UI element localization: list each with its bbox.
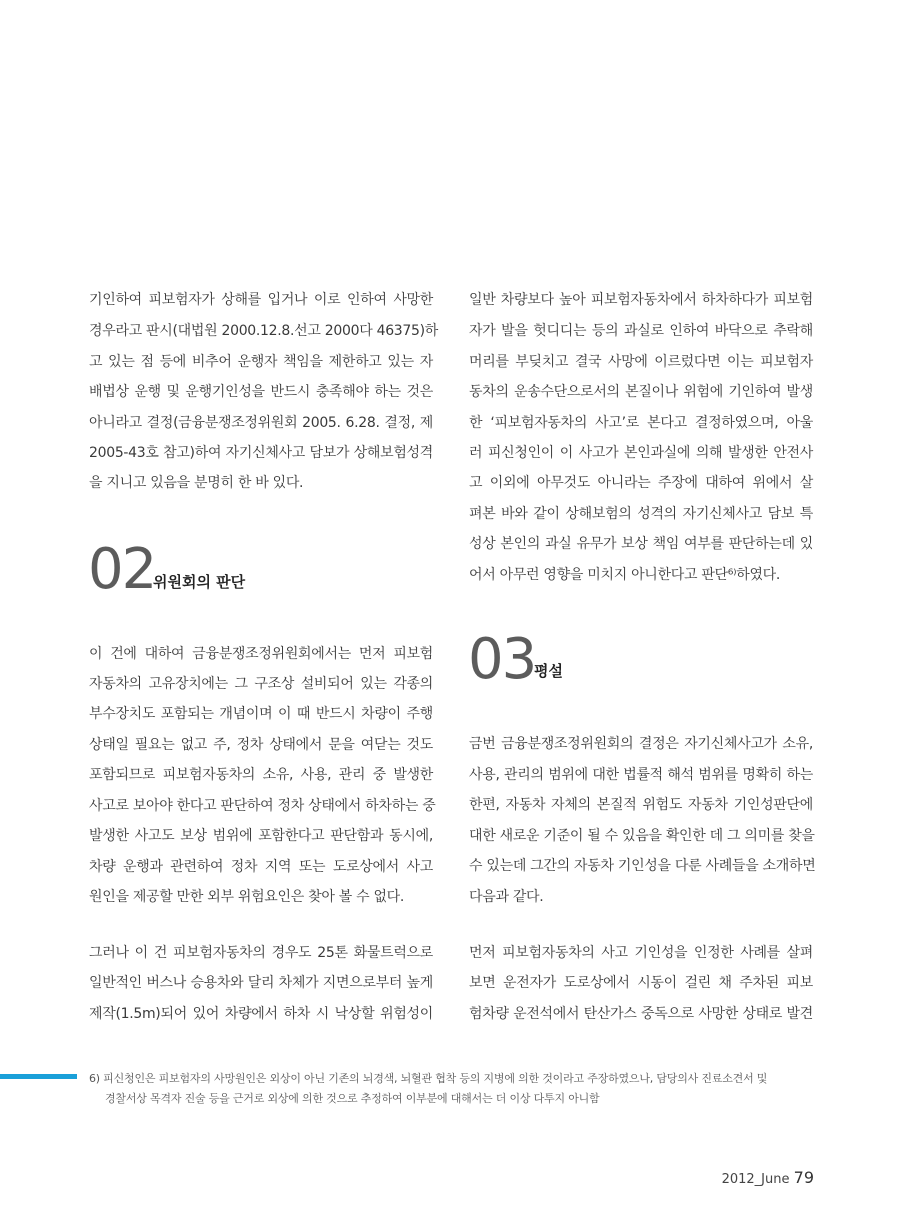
- body-line: 을 지니고 있음을 분명히 한 바 있다.: [89, 475, 304, 491]
- body-line: 동차의 운송수단으로서의 본질이나 위험에 기인하여 발생: [469, 384, 813, 400]
- body-line: 수 있는데 그간의 자동차 기인성을 다룬 사례들을 소개하면: [469, 858, 816, 874]
- body-line: 상태일 필요는 없고 주, 정차 상태에서 문을 여닫는 것도: [89, 737, 433, 753]
- body-line: 먼저 피보험자동차의 사고 기인성을 인정한 사례를 살펴: [469, 945, 813, 961]
- body-line: 그러나 이 건 피보험자동차의 경우도 25톤 화물트럭으로: [89, 945, 433, 961]
- page-folio: [722, 1168, 814, 1187]
- footnote-accent-bar: [0, 1074, 77, 1079]
- body-line: 사용, 관리의 범위에 대한 법률적 해석 범위를 명확히 하는: [469, 767, 813, 783]
- body-line: 포함되므로 피보험자동차의 소유, 사용, 관리 중 발생한: [89, 767, 433, 783]
- body-line: 이 건에 대하여 금융분쟁조정위원회에서는 먼저 피보험: [89, 646, 433, 662]
- section-title: 평설: [534, 662, 563, 680]
- body-line: 제작(1.5m)되어 있어 차량에서 하차 시 낙상할 위험성이: [89, 1006, 433, 1022]
- body-line: 원인을 제공할 만한 외부 위험요인은 찾아 볼 수 없다.: [89, 889, 405, 905]
- body-line: 험차량 운전석에서 탄산가스 중독으로 사망한 상태로 발견: [469, 1006, 813, 1022]
- body-line: 고 있는 점 등에 비추어 운행자 책임을 제한하고 있는 자: [89, 354, 433, 370]
- body-line: 기인하여 피보험자가 상해를 입거나 이로 인하여 사망한: [89, 292, 433, 308]
- body-line: 자가 발을 헛디디는 등의 과실로 인하여 바닥으로 추락해: [469, 323, 813, 339]
- page-number: 79: [793, 1168, 814, 1187]
- body-line: 고 이외에 아무것도 아니라는 주장에 대하여 위에서 살: [469, 475, 813, 491]
- body-line: 대한 새로운 기준이 될 수 있음을 확인한 데 그 의미를 찾을: [469, 828, 815, 844]
- body-line: 한편, 자동차 자체의 본질적 위험도 자동차 기인성판단에: [469, 797, 813, 813]
- body-line: 금번 금융분쟁조정위원회의 결정은 자기신체사고가 소유,: [469, 736, 813, 752]
- body-line: 러 피신청인이 이 사고가 본인과실에 의해 발생한 안전사: [469, 445, 813, 461]
- body-line: 부수장치도 포함되는 개념이며 이 때 반드시 차량이 주행: [89, 706, 433, 722]
- footnote-line: 경찰서상 목격자 진술 등을 근거로 외상에 의한 것으로 추정하여 이부분에 대해서는 더 이상 다투지 아니함: [105, 1092, 600, 1105]
- body-line: 펴본 바와 같이 상해보험의 성격의 자기신체사고 담보 특: [469, 506, 813, 522]
- body-line: 차량 운행과 관련하여 정차 지역 또는 도로상에서 사고: [89, 859, 433, 875]
- body-line: 한 ‘피보험자동차의 사고’로 본다고 결정하였으며, 아울: [469, 415, 813, 431]
- body-line: 배법상 운행 및 운행기인성을 반드시 충족해야 하는 것은: [89, 384, 433, 400]
- issue-label: 2012_June: [721, 1172, 790, 1187]
- body-line: 자동차의 고유장치에는 그 구조상 설비되어 있는 각종의: [89, 676, 433, 692]
- footnote-line: 6) 피신청인은 피보험자의 사망원인은 외상이 아닌 기존의 뇌경색, 뇌혈관 협착 등의 지병에 의한 것이라고 주장하였으나, 담당의사 진료소견서 및: [89, 1072, 768, 1085]
- body-line: 다음과 같다.: [469, 889, 544, 905]
- body-line: 일반적인 버스나 승용차와 달리 차체가 지면으로부터 높게: [89, 975, 433, 991]
- body-line: 발생한 사고도 보상 범위에 포함한다고 판단함과 동시에,: [89, 828, 433, 844]
- section-title: 위원회의 판단: [153, 573, 246, 591]
- body-line: 보면 운전자가 도로상에서 시동이 걸린 채 주차된 피보: [469, 975, 813, 991]
- body-line: 사고로 보아야 한다고 판단하여 정차 상태에서 하차하는 중: [89, 798, 436, 814]
- body-line: 경우라고 판시(대법원 2000.12.8.선고 2000다 46375)하: [89, 323, 439, 339]
- body-line: 아니라고 결정(금융분쟁조정위원회 2005. 6.28. 결정, 제: [89, 415, 433, 431]
- body-line: 머리를 부딪치고 결국 사망에 이르렀다면 이는 피보험자: [469, 354, 813, 370]
- body-line: 어서 아무런 영향을 미치지 아니한다고 판단⁶⁾하였다.: [469, 567, 781, 583]
- body-line: 2005-43호 참고)하여 자기신체사고 담보가 상해보험성격: [89, 445, 433, 461]
- section-number: 03: [468, 627, 536, 692]
- body-line: 성상 본인의 과실 유무가 보상 책임 여부를 판단하는데 있: [469, 536, 813, 552]
- body-line: 일반 차량보다 높아 피보험자동차에서 하차하다가 피보험: [469, 292, 813, 308]
- section-number: 02: [88, 537, 156, 602]
